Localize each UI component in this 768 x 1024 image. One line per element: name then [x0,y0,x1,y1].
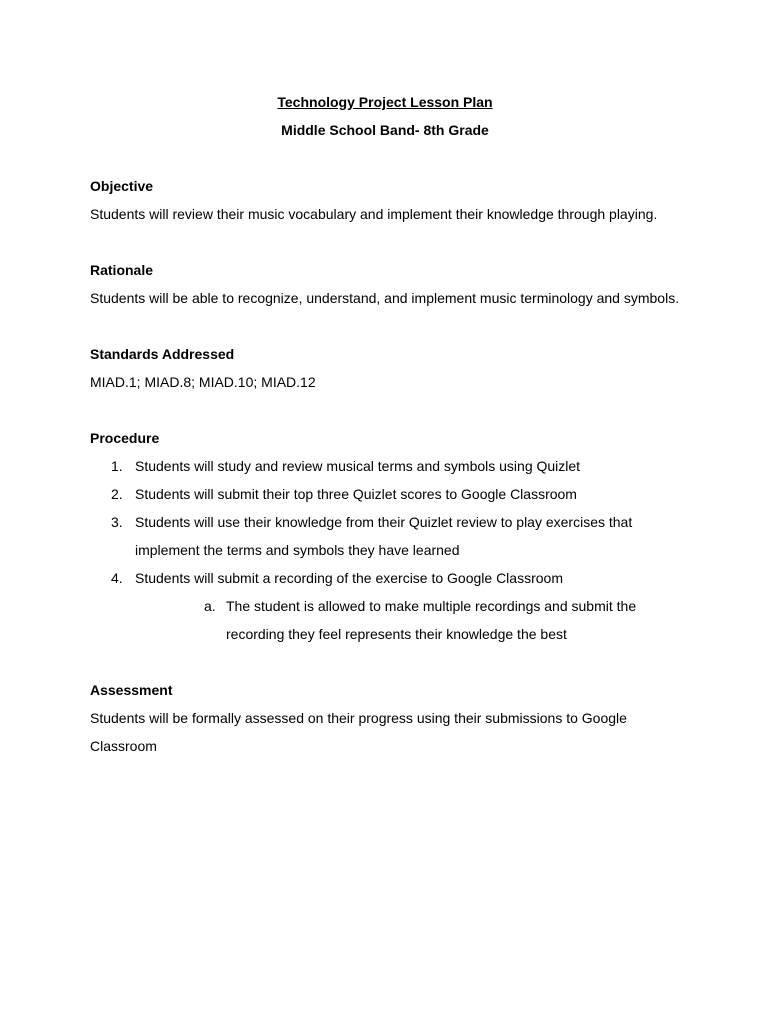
step-number: 3. [111,514,123,530]
standards-heading: Standards Addressed [90,346,235,362]
standards-text: MIAD.1; MIAD.8; MIAD.10; MIAD.12 [90,374,316,390]
substep-text: The student is allowed to make multiple recordings and submit the recording they feel represents their knowledge the best [226,598,637,642]
step-number: 2. [111,486,123,502]
procedure-step [90,452,680,480]
rationale-heading: Rationale [90,262,154,278]
procedure-heading: Procedure [90,430,160,446]
procedure-substep [135,592,680,648]
step-number: 1. [111,458,123,474]
document-subtitle: Middle School Band- 8th Grade [281,122,489,138]
step-text: Students will use their knowledge from their Quizlet review to play exercises that implement the terms and symbols they have learned [135,514,633,558]
substep-label: a. [204,598,216,614]
procedure-step [90,480,680,508]
procedure-step [90,508,680,564]
assessment-text: Students will be formally assessed on their progress using their submissions to Google Classroom [90,710,627,754]
spacer [90,144,680,172]
objective-text: Students will review their music vocabulary and implement their knowledge through playing. [90,206,658,222]
assessment-heading: Assessment [90,682,173,698]
spacer [90,396,680,424]
spacer [90,228,680,256]
objective-heading: Objective [90,178,154,194]
procedure-substep-list [135,592,680,648]
procedure-step [90,564,680,648]
step-number: 4. [111,570,123,586]
document-title: Technology Project Lesson Plan [277,94,493,110]
spacer [90,648,680,676]
spacer [90,312,680,340]
step-text: Students will submit their top three Quizlet scores to Google Classroom [135,486,577,502]
document-content [90,88,680,760]
procedure-list [90,452,680,648]
step-text: Students will submit a recording of the exercise to Google Classroom [135,570,563,586]
step-text: Students will study and review musical terms and symbols using Quizlet [135,458,581,474]
rationale-text: Students will be able to recognize, understand, and implement music terminology and symbols. [90,290,680,306]
